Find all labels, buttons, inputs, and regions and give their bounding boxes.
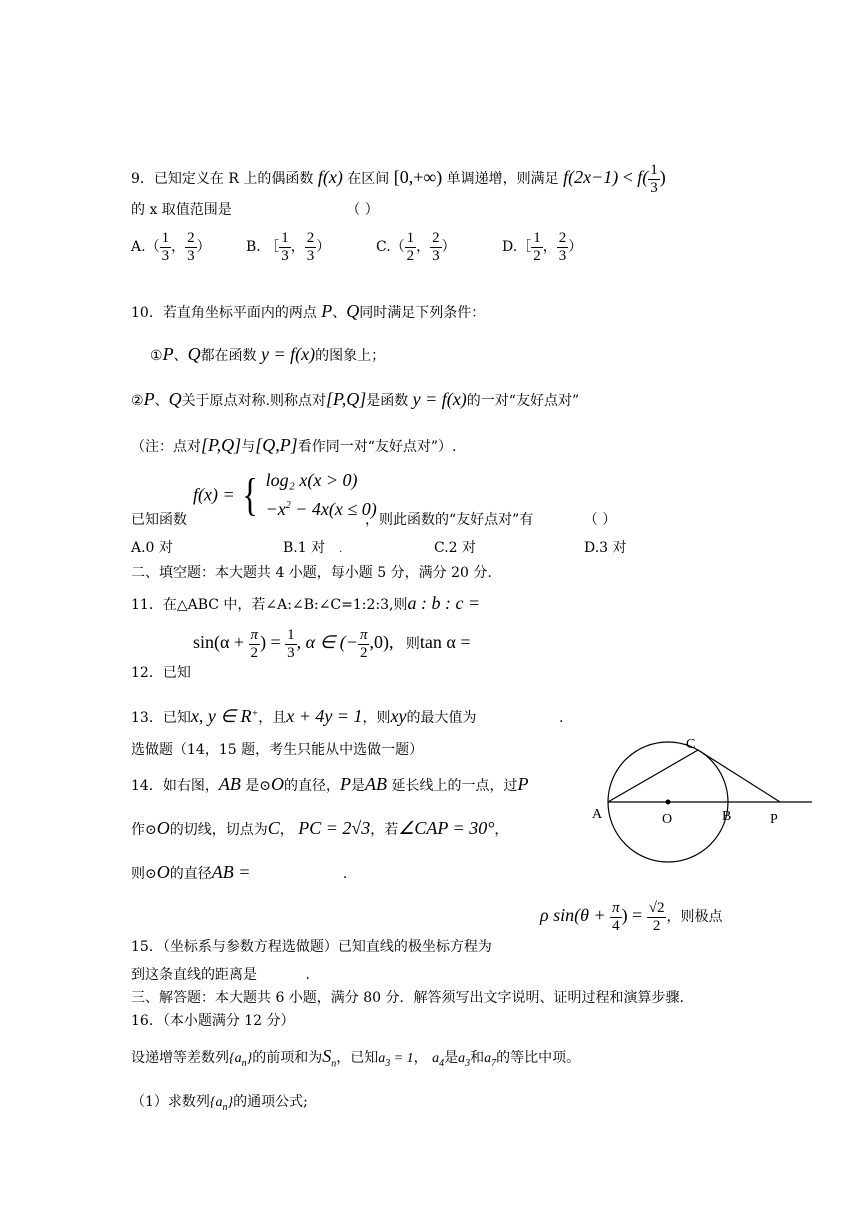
q14-t4: 延长线上的一点，过 bbox=[391, 778, 518, 794]
q16-a3b bbox=[458, 1051, 471, 1069]
comma: ， bbox=[542, 239, 557, 255]
q10-option-b bbox=[283, 537, 342, 557]
q10-stray-dot: . bbox=[339, 544, 343, 555]
q10-condition-1 bbox=[150, 344, 385, 365]
q9-line2-text: 的 x 取值范围是 bbox=[131, 202, 232, 218]
q10-c1-p: P bbox=[162, 344, 174, 364]
q10-c2-text3: 的一对“友好点对” bbox=[466, 393, 580, 409]
q16-p1-an-close: } bbox=[227, 1095, 234, 1110]
q9-option-a bbox=[131, 230, 211, 264]
frac-num: 1 bbox=[161, 230, 170, 246]
q10-sep: 、 bbox=[332, 305, 347, 321]
comma: ， bbox=[290, 239, 305, 255]
q11 bbox=[131, 593, 480, 614]
q14-p2: P bbox=[517, 774, 529, 794]
q16-title-text: 16．（本小题满分 12 分） bbox=[131, 1013, 295, 1029]
q10-case-2a: −x bbox=[265, 498, 286, 519]
q14-l3-o: O bbox=[156, 862, 170, 882]
q13-dot: . bbox=[558, 710, 564, 726]
section-3-text: 三、解答题：本大题共 6 小题，满分 80 分．解答须写出文字说明、证明过程和演算步骤. bbox=[131, 990, 684, 1006]
frac-num: 2 bbox=[306, 230, 315, 246]
q16-t7: 的等比中项。 bbox=[496, 1050, 581, 1066]
q9-option-c-label: C. bbox=[376, 239, 391, 255]
q9-option-c bbox=[376, 230, 456, 264]
q9-option-b-label: B. bbox=[246, 239, 261, 255]
q15-line2 bbox=[131, 964, 310, 984]
q12-sin: sin(α + bbox=[193, 632, 245, 652]
q9-lhs: f(2x−1) bbox=[563, 167, 619, 187]
q10-line1 bbox=[131, 301, 485, 322]
frac-num: √2 bbox=[648, 900, 665, 916]
q9-option-b-close: ） bbox=[316, 239, 331, 255]
q10-c1-text2: 的图象上； bbox=[315, 348, 386, 364]
q9-option-d-label: D. bbox=[502, 239, 518, 255]
q10-option-d bbox=[584, 537, 627, 557]
q14-figure bbox=[580, 730, 820, 880]
frac-num: π bbox=[250, 627, 259, 643]
frac-den: 3 bbox=[287, 644, 295, 661]
frac-den: 4 bbox=[612, 917, 620, 934]
q14-l2-t4: ，若 bbox=[370, 822, 399, 838]
elective-note-text: 选做题（14，15 题，考生只能从中选做一题） bbox=[131, 742, 424, 758]
q9-option-a-close: ） bbox=[196, 239, 211, 255]
q9-option-d-frac1 bbox=[531, 230, 543, 264]
q12-eq: ) = bbox=[260, 632, 281, 652]
q14-l2-c: C bbox=[267, 818, 280, 838]
q16-p1-an bbox=[209, 1095, 234, 1113]
q9-line1 bbox=[131, 162, 666, 196]
q12-num: 12．已知 bbox=[131, 665, 191, 681]
q12-formula bbox=[193, 627, 471, 661]
q9-rhs-den: 3 bbox=[650, 179, 658, 196]
frac-num: 1 bbox=[287, 627, 295, 643]
q16-a3-base: a bbox=[378, 1051, 386, 1066]
frac-num: 2 bbox=[432, 230, 440, 246]
q14-t3: 是 bbox=[351, 778, 366, 794]
q10-note-text2: 与 bbox=[241, 439, 256, 455]
q13-plus: + bbox=[251, 708, 259, 720]
q9-option-b-open: ［ bbox=[265, 239, 280, 255]
q15-line2-text: 到这条直线的距离是 bbox=[131, 967, 257, 983]
q9-interval: [0,+∞) bbox=[393, 167, 443, 187]
label-p: P bbox=[770, 812, 778, 827]
frac-den: 3 bbox=[161, 247, 170, 264]
q12-pi-over-2 bbox=[249, 627, 261, 661]
q14-ab: AB bbox=[218, 774, 241, 794]
q9-option-a-label: A. bbox=[131, 239, 146, 255]
q14-num: 14．如右图， bbox=[131, 778, 219, 794]
q10-note-pq: [P,Q] bbox=[201, 435, 242, 455]
q10-c2-p: P bbox=[143, 389, 155, 409]
frac-den: 3 bbox=[281, 247, 289, 264]
label-b: B bbox=[722, 809, 732, 824]
q10-c1-text1: 都在函数 bbox=[200, 348, 257, 364]
frac-den: 2 bbox=[250, 644, 259, 661]
q10-q: Q bbox=[346, 301, 360, 321]
q10-option-a-text: A.0 对 bbox=[131, 540, 173, 556]
q9-option-b-frac1 bbox=[279, 230, 291, 264]
frac-den: 2 bbox=[533, 247, 541, 264]
q9-text-1: 已知定义在 R 上的偶函数 bbox=[153, 171, 314, 187]
q10-note-text1: （注：点对 bbox=[131, 439, 201, 455]
q10-case-2 bbox=[266, 495, 377, 524]
q16-an-base: {a bbox=[229, 1051, 242, 1066]
frac-den: 3 bbox=[432, 247, 440, 264]
q10-known bbox=[131, 509, 187, 529]
q16-t6: 和 bbox=[470, 1050, 485, 1066]
q10-tail bbox=[365, 509, 616, 529]
q10-known-text: 已知函数 bbox=[131, 512, 187, 528]
q9-option-d bbox=[502, 230, 582, 264]
q9-option-c-frac1 bbox=[405, 230, 417, 264]
q9-rhs-num: 1 bbox=[650, 162, 658, 178]
q16-an bbox=[229, 1051, 253, 1069]
q16-sn bbox=[322, 1046, 337, 1070]
q12-then: 则 bbox=[405, 636, 420, 652]
line-ac bbox=[608, 750, 698, 802]
q9-option-b-frac2 bbox=[305, 230, 317, 264]
q10-c2-sep: 、 bbox=[154, 393, 169, 409]
q16-t5: 是 bbox=[444, 1050, 459, 1066]
q14-l2-t1: 作⊙ bbox=[131, 822, 157, 838]
label-c: C bbox=[686, 737, 696, 752]
q16-a4-sub: 4 bbox=[439, 1057, 445, 1069]
q10-text-2: 同时满足下列条件： bbox=[359, 305, 486, 321]
q14-l2-t5: ， bbox=[494, 822, 509, 838]
q15-dot: . bbox=[305, 967, 310, 983]
frac-den: 3 bbox=[558, 247, 567, 264]
q16-a3 bbox=[378, 1051, 414, 1069]
q10-c2-func: y = f(x) bbox=[412, 389, 467, 409]
q9-number: 9． bbox=[131, 171, 154, 187]
q14-l3-t2: 的直径 bbox=[169, 866, 212, 882]
q10-note-qp: [Q,P] bbox=[255, 435, 298, 455]
q13-mid: ，且 bbox=[258, 710, 287, 726]
frac-num: 2 bbox=[558, 230, 567, 246]
q15-t1: 15．（坐标系与参数方程选做题）已知直线的极坐标方程为 bbox=[131, 939, 492, 955]
q14-p: P bbox=[340, 774, 352, 794]
q15-t2: ，则极点 bbox=[666, 909, 723, 925]
q10-case-1: log₂ x(x > 0) bbox=[265, 470, 358, 490]
q14-t1: 是⊙ bbox=[245, 778, 272, 794]
q16-a7-sub: 7 bbox=[491, 1057, 497, 1069]
q10-c2-text2: 是函数 bbox=[366, 393, 409, 409]
q14-line3 bbox=[131, 862, 347, 883]
q12-one-third bbox=[285, 627, 297, 661]
q12-tail: ,0), bbox=[369, 632, 394, 652]
q15-sqrt2-over-2 bbox=[647, 900, 667, 934]
q14-l3-dot: . bbox=[342, 866, 348, 882]
section-2-text: 二、填空题：本大题共 4 小题，每小题 5 分，满分 20 分. bbox=[131, 565, 492, 581]
q9-line2 bbox=[131, 199, 379, 219]
q14-ab2: AB bbox=[365, 774, 388, 794]
q10-text-1: 若直角坐标平面内的两点 bbox=[162, 305, 317, 321]
q14-l2-pc: PC = 2√3 bbox=[298, 818, 371, 838]
q13-tail: 的最大值为 bbox=[406, 710, 477, 726]
q10-condition-2 bbox=[131, 389, 579, 410]
q9-option-a-frac2 bbox=[185, 230, 197, 264]
q14-line2 bbox=[131, 818, 508, 839]
q16-sn-sub: n bbox=[331, 1058, 337, 1070]
q14-l3-ab: AB = bbox=[211, 862, 251, 882]
q16-an-close: } bbox=[246, 1051, 253, 1066]
q10-note bbox=[131, 435, 456, 456]
q9-rhs-post: ) bbox=[659, 167, 666, 187]
elective-note bbox=[131, 739, 423, 759]
frac-num: 1 bbox=[533, 230, 541, 246]
q16-statement bbox=[131, 1046, 580, 1070]
q10-brace: { bbox=[242, 468, 258, 520]
q10-p: P bbox=[321, 301, 333, 321]
q10-note-text3: 看作同一对“友好点对”）. bbox=[297, 439, 457, 455]
frac-den: 3 bbox=[306, 247, 315, 264]
q10-c1-sep: 、 bbox=[173, 348, 188, 364]
q16-part1 bbox=[131, 1091, 308, 1113]
q16-title bbox=[131, 1010, 295, 1030]
q9-option-d-open: ［ bbox=[517, 239, 532, 255]
q16-a3b-sub: 3 bbox=[465, 1057, 471, 1069]
label-o: O bbox=[662, 812, 673, 827]
q16-a3b-base: a bbox=[458, 1051, 466, 1066]
q13-math2: x + 4y = 1 bbox=[286, 706, 363, 726]
q9-option-d-frac2 bbox=[557, 230, 569, 264]
q10-c2-pq: [P,Q] bbox=[326, 389, 367, 409]
frac-den: 3 bbox=[187, 247, 195, 264]
q16-p1-tail: 的通项公式; bbox=[233, 1094, 308, 1110]
q9-option-c-open: （ bbox=[390, 239, 405, 255]
q10-option-a bbox=[131, 537, 173, 557]
q10-c2-q: Q bbox=[168, 389, 182, 409]
q9-rhs-pre: f( bbox=[637, 167, 649, 187]
q10-number: 10． bbox=[131, 305, 163, 321]
q13-comma: ，则 bbox=[362, 710, 391, 726]
q15-eq: ) = bbox=[621, 905, 643, 925]
q15-formula bbox=[540, 900, 722, 934]
q9-less-than: < bbox=[622, 167, 633, 187]
q14-t2: 的直径， bbox=[284, 778, 341, 794]
q15-pi-over-4 bbox=[610, 900, 622, 934]
q9-option-a-frac1 bbox=[160, 230, 172, 264]
q16-t4: ， bbox=[413, 1050, 428, 1066]
q11-math: a : b : c = bbox=[407, 593, 481, 613]
q10-c1-mark: ① bbox=[150, 348, 163, 364]
q14-line1 bbox=[131, 774, 528, 795]
q16-t2: 的前项和为 bbox=[252, 1050, 323, 1066]
frac-den: 2 bbox=[406, 247, 415, 264]
q9-option-c-frac2 bbox=[430, 230, 442, 264]
q10-answer-paren: （ ） bbox=[583, 512, 617, 528]
q13 bbox=[131, 706, 563, 727]
q10-c2-text1: 关于原点对称.则称点对 bbox=[181, 393, 327, 409]
q16-p1-an-base: {a bbox=[209, 1095, 223, 1110]
q15-rho: ρ sin(θ + bbox=[540, 905, 606, 925]
q9-answer-paren: （ ） bbox=[346, 202, 379, 218]
frac-den: 2 bbox=[652, 917, 661, 934]
q16-a7-base: a bbox=[484, 1051, 492, 1066]
q10-case-2-sup: 2 bbox=[285, 499, 291, 511]
q13-math1: x, y ∈ R bbox=[190, 706, 252, 726]
q15-text bbox=[131, 936, 492, 956]
q10-case-2b: − 4x(x ≤ 0) bbox=[290, 498, 377, 519]
q10-option-b-text: B.1 对 bbox=[283, 540, 326, 556]
q9-text-3: 单调递增，则满足 bbox=[446, 171, 559, 187]
section-2-heading bbox=[131, 562, 492, 582]
frac-num: 1 bbox=[406, 230, 415, 246]
q10-option-c bbox=[434, 537, 476, 557]
q16-a3-eq: = 1 bbox=[390, 1051, 414, 1066]
q16-a7 bbox=[484, 1051, 497, 1069]
q16-t3: ，已知 bbox=[336, 1050, 379, 1066]
q14-l2-angle: ∠CAP = 30° bbox=[398, 818, 495, 838]
q16-an-sub: n bbox=[241, 1057, 247, 1069]
q10-c2-mark: ② bbox=[131, 393, 144, 409]
q10-cases bbox=[266, 466, 377, 524]
q10-option-d-text: D.3 对 bbox=[584, 540, 627, 556]
q14-l3-t1: 则⊙ bbox=[131, 866, 157, 882]
q11-text: 11．在△ABC 中，若∠A:∠B:∠C=1:2:3,则 bbox=[131, 597, 408, 613]
q16-p1: （1）求数列 bbox=[131, 1094, 210, 1110]
frac-num: 1 bbox=[281, 230, 289, 246]
q9-option-b bbox=[246, 230, 330, 264]
q12-pi-over-2-b bbox=[358, 627, 370, 661]
q9-fx: f(x) bbox=[317, 167, 343, 187]
q14-l2-t2: 的切线，切点为 bbox=[169, 822, 268, 838]
q14-l2-t3: ， bbox=[279, 822, 294, 838]
q10-option-c-text: C.2 对 bbox=[434, 540, 477, 556]
q16-sn-base: S bbox=[322, 1046, 332, 1066]
q12-tan: tan α = bbox=[419, 632, 471, 652]
q10-c1-q: Q bbox=[187, 344, 201, 364]
q14-l2-o: O bbox=[156, 818, 170, 838]
q16-a3-sub: 3 bbox=[385, 1057, 391, 1069]
q16-t1: 设递增等差数列 bbox=[131, 1050, 229, 1066]
q16-a4 bbox=[432, 1051, 445, 1069]
frac-num: 2 bbox=[187, 230, 195, 246]
q14-o: O bbox=[271, 774, 285, 794]
q9-rhs-fraction bbox=[648, 162, 660, 196]
q16-p1-an-sub: n bbox=[222, 1101, 228, 1113]
line-cp bbox=[698, 750, 780, 802]
frac-den: 2 bbox=[359, 644, 368, 661]
q10-piecewise bbox=[193, 466, 377, 524]
q12-mid: , α ∈ (− bbox=[296, 632, 358, 652]
frac-num: π bbox=[359, 627, 368, 643]
comma: ， bbox=[416, 239, 431, 255]
comma: ， bbox=[171, 239, 186, 255]
q13-math3: xy bbox=[390, 706, 407, 726]
section-3-heading bbox=[131, 987, 684, 1007]
q10-tail-text: ，则此函数的“友好点对”有 bbox=[365, 512, 534, 528]
q10-fx-label: f(x) = bbox=[193, 484, 235, 505]
q9-option-a-open: （ bbox=[145, 239, 160, 255]
q12-label bbox=[131, 662, 191, 682]
label-a: A bbox=[592, 807, 603, 822]
q9-option-d-close: ） bbox=[568, 239, 583, 255]
q9-option-c-close: ） bbox=[441, 239, 456, 255]
q10-c1-func: y = f(x) bbox=[261, 344, 316, 364]
q13-num: 13．已知 bbox=[131, 710, 191, 726]
frac-num: π bbox=[612, 900, 620, 916]
center-dot bbox=[666, 800, 671, 805]
q16-a4-base: a bbox=[432, 1051, 440, 1066]
q9-text-2: 在区间 bbox=[347, 171, 390, 187]
